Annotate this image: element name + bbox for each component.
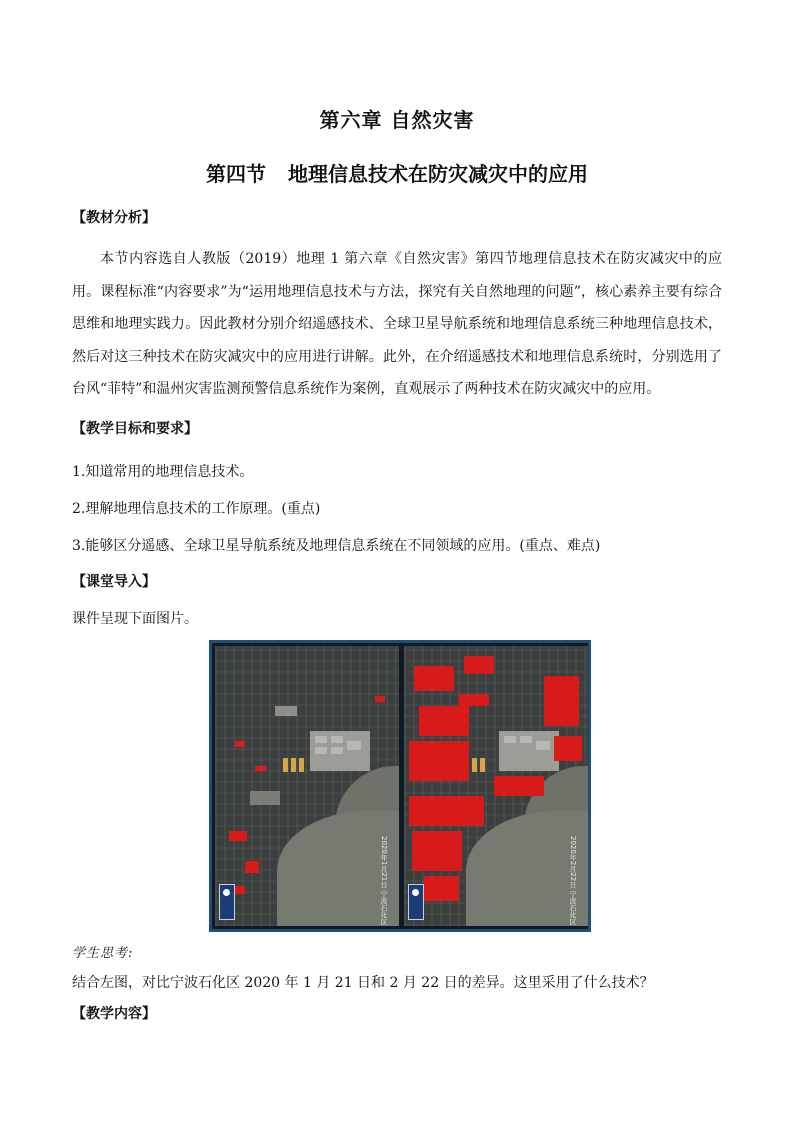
section-number: 第四节 [206,162,266,186]
question-text: 结合左图，对比宁波石化区 2020 年 1 月 21 日和 2 月 22 日的差异。这里采用了什么技术？ [72,975,654,991]
chapter-title: 第六章 自然灾害 [319,108,475,132]
heading-analysis: 【教材分析】 [72,210,156,226]
section-name: 地理信息技术在防灾减灾中的应用 [288,162,588,186]
satellite-panel-right [404,646,588,926]
analysis-paragraph: 本节内容选自人教版（2019）地理 1 第六章《自然灾害》第四节地理信息技术在防灾减灾中的应用。课程标准“内容要求”为“运用地理信息技术与方法，探究有关自然地理的问题”，核心素养主要有综合思维和地理实践力。因此教材分别介绍遥感技术、全球卫星导航系统和地理信息系统三种地理信息技术，然后对这三种技术在防灾减灾中的应用进行讲解。此外，在介绍遥感技术和地理信息系统时，分别选用了台风“菲特”和温州灾害监测预警信息系统作为案例，直观展示了两种技术在防灾减灾中的应用。 [72,251,722,397]
map-legend-icon [219,884,235,920]
heading-intro: 【课堂导入】 [72,574,156,590]
intro-text: 课件呈现下面图片。 [72,611,198,627]
heading-content: 【教学内容】 [72,1006,156,1022]
section-title [0,158,794,187]
goal-item-2: 2.理解地理信息技术的工作原理。(重点) [72,501,321,517]
goal-item-3: 3.能够区分遥感、全球卫星导航系统及地理信息系统在不同领域的应用。(重点、难点) [72,538,601,554]
image-date-stamp-left: 2020年1月21日 宁波石化区 [380,836,388,926]
heading-goals: 【教学目标和要求】 [72,421,198,437]
satellite-comparison-image [209,640,591,932]
image-date-stamp-right: 2020年2月22日 宁波石化区 [569,836,577,926]
student-think-label: 学生思考: [72,946,134,961]
goal-item-1: 1.知道常用的地理信息技术。 [72,464,254,480]
satellite-panel-left [215,646,399,926]
map-legend-icon [408,884,424,920]
